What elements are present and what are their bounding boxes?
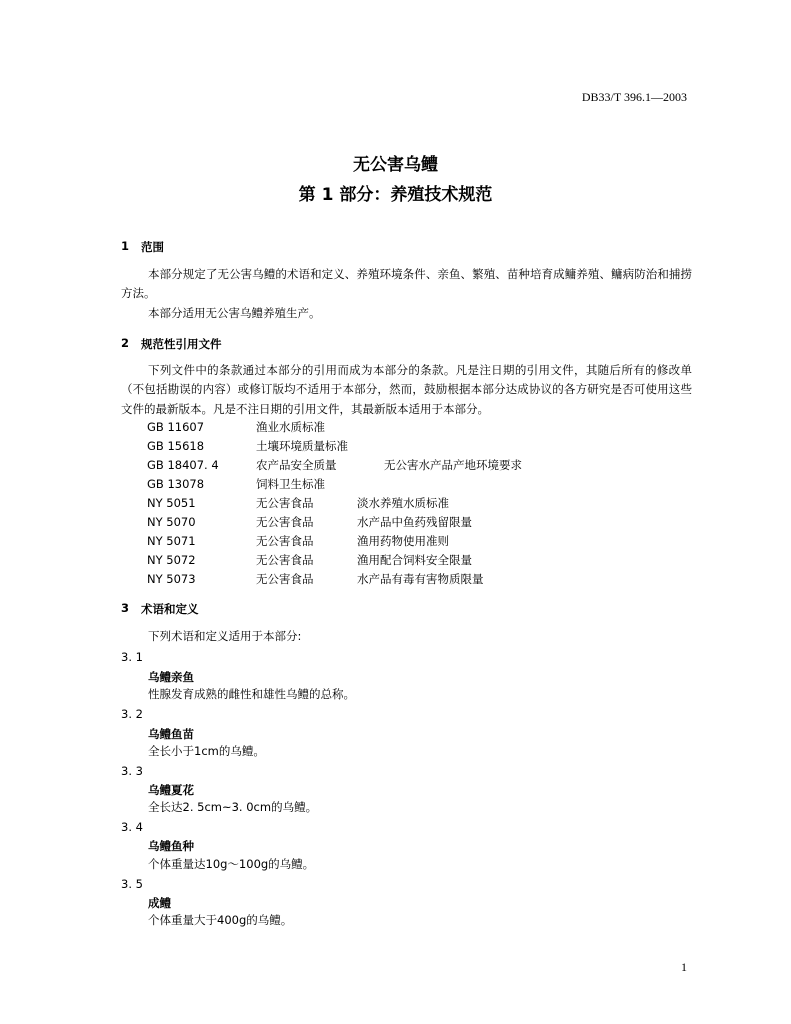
reference-code: GB 13078	[147, 477, 205, 491]
reference-title: 渔业水质标准	[256, 420, 325, 434]
reference-subtitle: 渔用配合饲料安全限量	[357, 553, 472, 567]
term-name: 成鳢	[148, 896, 171, 910]
term-number: 3. 1	[121, 650, 143, 664]
term-name: 乌鳢鱼苗	[148, 727, 194, 741]
section-1-paragraph-1: 本部分规定了无公害乌鳢的术语和定义、养殖环境条件、亲鱼、繁殖、苗种培育成鳙养殖、鳙病防治和捕捞方法。	[121, 267, 692, 301]
section-2-number: 2	[121, 336, 130, 350]
reference-subtitle: 渔用药物使用准则	[357, 534, 449, 548]
reference-code: NY 5070	[147, 515, 196, 529]
section-1-paragraph-2: 本部分适用无公害乌鳢养殖生产。	[148, 306, 321, 320]
term-number: 3. 5	[121, 877, 143, 891]
term-number: 3. 4	[121, 820, 143, 834]
section-2-paragraph: 下列文件中的条款通过本部分的引用而成为本部分的条款。凡是注日期的引用文件，其随后所有的修改单（不包括勘误的内容）或修订版均不适用于本部分，然而，鼓励根据本部分达成协议的各方研究是否可使用这些文件的最新版本。凡是不注日期的引用文件，其最新版本适用于本部分。	[121, 363, 692, 416]
reference-subtitle: 无公害水产品产地环境要求	[384, 458, 522, 472]
section-1-number: 1	[121, 239, 130, 253]
term-name: 乌鳢亲鱼	[148, 670, 194, 684]
term-definition: 个体重量大于400g的乌鳢。	[148, 913, 293, 927]
reference-code: GB 15618	[147, 439, 205, 453]
reference-title: 无公害食品	[256, 534, 314, 548]
section-3-heading: 术语和定义	[141, 602, 199, 616]
reference-title: 农产品安全质量	[256, 458, 337, 472]
section-2-heading: 规范性引用文件	[141, 337, 222, 351]
term-definition: 性腺发育成熟的雌性和雄性乌鳢的总称。	[148, 687, 355, 701]
term-definition: 全长小于1cm的乌鳢。	[148, 744, 265, 758]
reference-code: NY 5073	[147, 572, 196, 586]
term-name: 乌鳢鱼种	[148, 839, 194, 853]
reference-title: 饲料卫生标准	[256, 477, 325, 491]
reference-code: GB 18407. 4	[147, 458, 219, 472]
reference-title: 无公害食品	[256, 572, 314, 586]
reference-code: NY 5051	[147, 496, 196, 510]
term-definition: 全长达2. 5cm~3. 0cm的乌鳢。	[148, 800, 318, 814]
document-subtitle: 第 1 部分：养殖技术规范	[298, 185, 493, 205]
reference-title: 无公害食品	[256, 496, 314, 510]
reference-subtitle: 水产品有毒有害物质限量	[357, 572, 484, 586]
term-number: 3. 2	[121, 707, 143, 721]
term-name: 乌鳢夏花	[148, 783, 194, 797]
reference-code: GB 11607	[147, 420, 205, 434]
page-number: 1	[681, 960, 687, 974]
reference-title: 无公害食品	[256, 553, 314, 567]
document-title: 无公害乌鳢	[353, 155, 438, 175]
term-definition: 个体重量达10g～100g的乌鳢。	[148, 857, 315, 871]
section-1-heading: 范围	[141, 240, 164, 254]
reference-title: 土壤环境质量标准	[256, 439, 348, 453]
term-number: 3. 3	[121, 764, 143, 778]
reference-code: NY 5071	[147, 534, 196, 548]
reference-subtitle: 淡水养殖水质标准	[357, 496, 449, 510]
standard-number: DB33/T 396.1—2003	[581, 90, 687, 104]
reference-title: 无公害食品	[256, 515, 314, 529]
reference-subtitle: 水产品中鱼药残留限量	[357, 515, 472, 529]
section-3-intro: 下列术语和定义适用于本部分:	[148, 629, 302, 643]
section-3-number: 3	[121, 601, 130, 615]
reference-code: NY 5072	[147, 553, 196, 567]
